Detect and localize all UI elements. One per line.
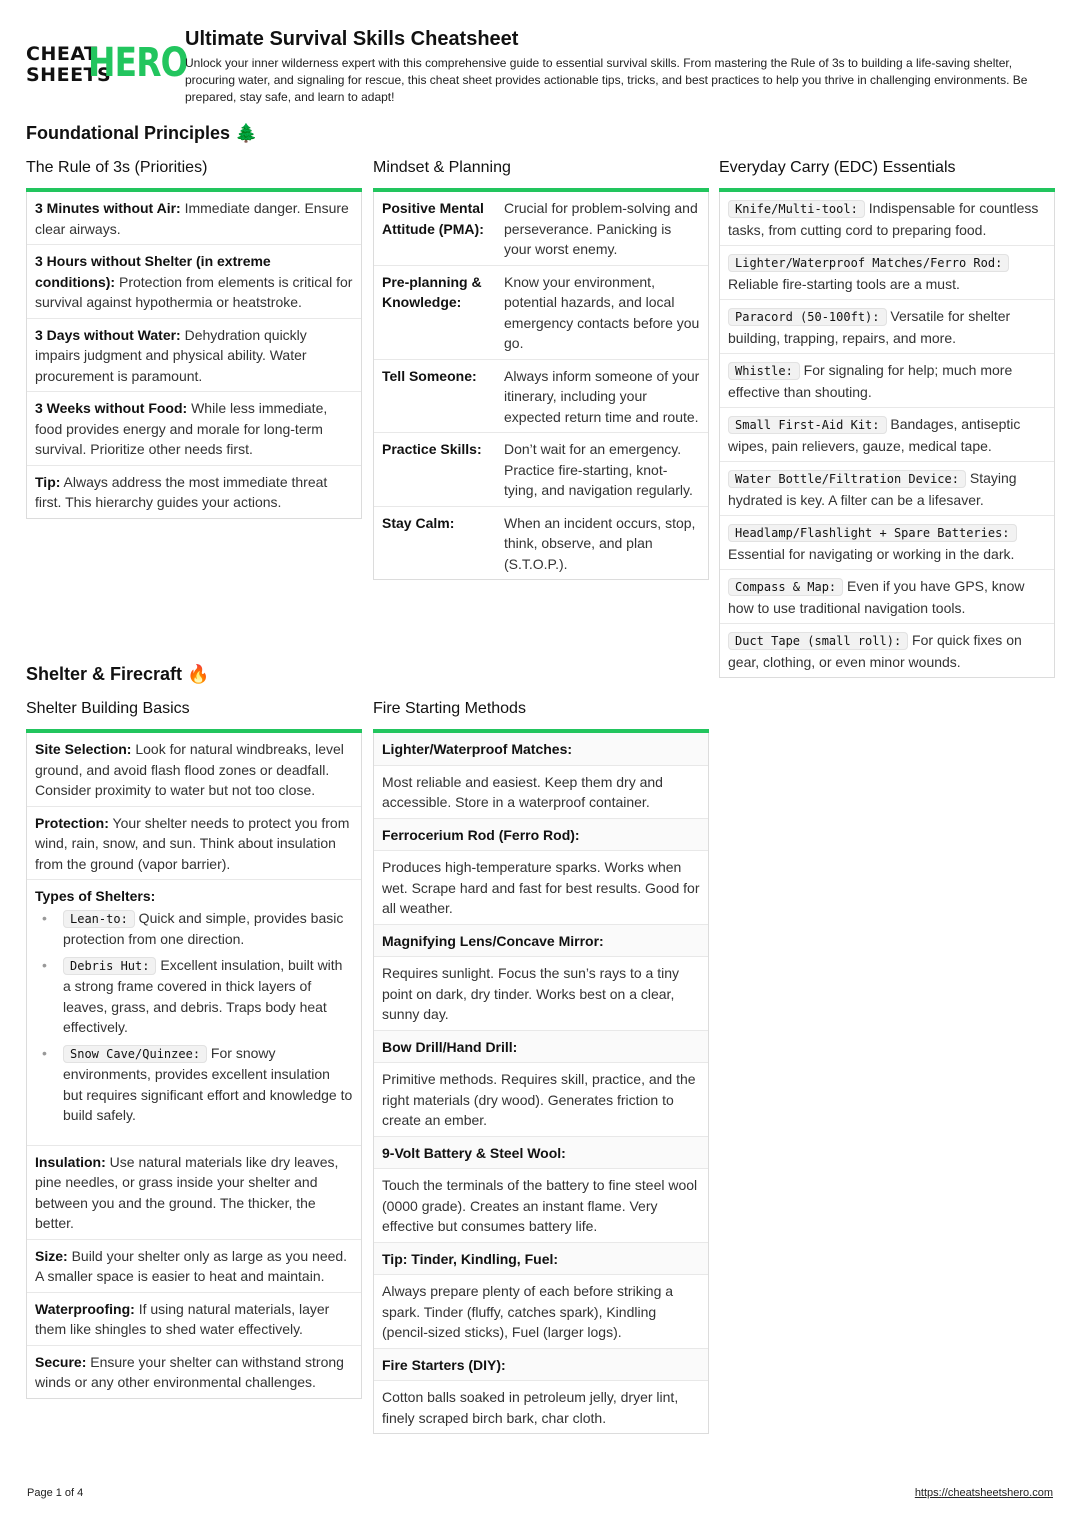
table-cell-value: Know your environment, potential hazards, and local emergency contacts before you go. — [504, 273, 700, 351]
table-cell-value: Don’t wait for an emergency. Practice fire-starting, knot-tying, and navigation regularly. — [504, 441, 693, 498]
table-cell-key: Tell Someone: — [382, 367, 477, 384]
item-text: Versatile for shelter building, trapping, repairs, and more. — [728, 308, 1011, 346]
item-code: Compass & Map: — [728, 578, 843, 596]
fire-method-heading: Fire Starters (DIY): — [374, 1348, 708, 1381]
item-code: Debris Hut: — [63, 957, 156, 975]
item-code: Whistle: — [728, 362, 800, 380]
page-header — [26, 28, 1056, 108]
item-text: Excellent insulation, built with a strong frame covered in thick layers of leaves, grass, and debris. Traps body heat effectively. — [63, 956, 343, 1035]
list-item — [720, 623, 1054, 677]
item-text: Always address the most immediate threat first. This hierarchy guides your actions. — [35, 473, 328, 510]
list-item — [720, 515, 1054, 569]
list-item — [63, 1043, 353, 1126]
section-title-foundational: Foundational Principles 🌲 — [26, 123, 258, 143]
item-text: For snowy environments, provides excellent insulation but requires significant effort and knowledge to build safely. — [63, 1044, 353, 1123]
fire-method-heading: Magnifying Lens/Concave Mirror: — [374, 924, 708, 957]
card-title-edc: Everyday Carry (EDC) Essentials — [719, 159, 956, 176]
item-code: Snow Cave/Quinzee: — [63, 1045, 207, 1063]
item-text: For signaling for help; much more effective than shouting. — [728, 362, 1013, 400]
list-item — [720, 299, 1054, 353]
table-row — [374, 432, 708, 506]
list-item — [27, 192, 361, 244]
card-title-mindset: Mindset & Planning — [373, 159, 511, 176]
list-item — [720, 245, 1054, 299]
table-cell-key: Pre-planning & Knowledge: — [382, 273, 482, 310]
list-item — [720, 192, 1054, 245]
list-item: Secure: Ensure your shelter can withstand strong winds or any other environmental challenges. — [27, 1345, 361, 1398]
list-item: Size: Build your shelter only as large as you need. A smaller space is easier to heat and maintain. — [27, 1239, 361, 1292]
fire-method-heading: 9-Volt Battery & Steel Wool: — [374, 1136, 708, 1169]
item-text: While less immediate, food provides energy and morale for long-term survival. Prioritize other needs first. — [35, 400, 328, 457]
item-key: 3 Weeks without Food: — [35, 400, 188, 416]
section-title-shelter: Shelter & Firecraft 🔥 — [26, 664, 210, 684]
card-rule-of-3s — [26, 192, 362, 519]
item-code: Duct Tape (small roll): — [728, 632, 908, 650]
list-item: Protection: Your shelter needs to protect you from wind, rain, snow, and sun. Think about insulation from the ground (vapor barrier). — [27, 806, 361, 880]
card-title-rule-of-3s: The Rule of 3s (Priorities) — [26, 159, 208, 176]
page-title: Ultimate Survival Skills Cheatsheet — [185, 28, 519, 50]
table-cell-key: Stay Calm: — [382, 514, 455, 531]
cheatsheetshero-logo[interactable] — [26, 40, 188, 88]
item-key: 3 Minutes without Air: — [35, 200, 181, 216]
item-code: Lean-to: — [63, 910, 135, 928]
table-row — [374, 265, 708, 359]
page-intro: Unlock your inner wilderness expert with this comprehensive guide to essential survival skills. From mastering the Rule of 3s to building a life-saving shelter, procuring water, and signaling for rescue, this cheat sheet provides actionable tips, tricks, and best practices to help you thrive in challenging environments. Be prepared, stay safe, and learn to adapt! — [185, 56, 1028, 104]
list-item — [720, 461, 1054, 515]
fire-method-heading: Tip: Tinder, Kindling, Fuel: — [374, 1242, 708, 1275]
item-code: Lighter/Waterproof Matches/Ferro Rod: — [728, 254, 1009, 272]
list-item — [27, 244, 361, 318]
logo-hero-text: HERO — [88, 40, 188, 86]
fire-method-body: Produces high-temperature sparks. Works when wet. Scrape hard and fast for best results. Good for all weather. — [374, 850, 708, 924]
list-item — [720, 569, 1054, 623]
list-item — [63, 908, 353, 950]
item-key: Tip: — [35, 473, 61, 490]
item-text: Quick and simple, provides basic protection from one direction. — [63, 909, 344, 947]
table-cell-key: Positive Mental Attitude (PMA): — [382, 200, 484, 237]
table-cell-value: When an incident occurs, stop, think, observe, and plan (S.T.O.P.). — [504, 514, 696, 572]
fire-method-body: Cotton balls soaked in petroleum jelly, dryer lint, finely scraped birch bark, char cloth. — [374, 1380, 708, 1433]
fire-method-body: Requires sunlight. Focus the sun’s rays to a tiny point on dark, dry tinder. Works best on a clear, sunny day. — [374, 956, 708, 1030]
card-edc — [719, 192, 1055, 678]
site-link[interactable]: https://cheatsheetshero.com — [914, 1487, 1053, 1499]
item-key: 3 Hours without Shelter (in extreme conditions): — [35, 253, 271, 290]
card-shelter-basics — [26, 733, 362, 1399]
list-item: Site Selection: Look for natural windbreaks, level ground, and avoid flash flood zones or deadfall. Consider proximity to water but not too close. — [35, 741, 344, 798]
table-row — [374, 506, 708, 580]
fire-method-body: Primitive methods. Requires skill, practice, and the right materials (dry wood). Generates friction to create an ember. — [374, 1062, 708, 1136]
fire-method-heading: Lighter/Waterproof Matches: — [374, 733, 708, 765]
item-text: Indispensable for countless tasks, from cutting cord to preparing food. — [728, 200, 1039, 238]
fire-method-body: Always prepare plenty of each before striking a spark. Tinder (fluffy, catches spark), Kindling (pencil-sized sticks), Fuel (larger logs). — [374, 1274, 708, 1348]
list-item — [720, 353, 1054, 407]
list-item: Types of Shelters: • Lean-to: Quick and simple, provides basic protection from one direction. • Debris Hut: Excellent insulation, built with a strong frame covered in thick layers of leaves, grass, and debris. Traps body heat effectively. • Snow Cave/Quinzee: For snowy environments, provides excellent insulation but requires significant effort and knowledge to build safely. — [27, 879, 361, 1145]
table-row — [374, 359, 708, 433]
item-text: Even if you have GPS, know how to use traditional navigation tools. — [728, 578, 1025, 616]
item-code: Paracord (50-100ft): — [728, 308, 887, 326]
list-item — [27, 465, 361, 518]
item-key: 3 Days without Water: — [35, 326, 181, 343]
list-item: Insulation: Use natural materials like dry leaves, pine needles, or grass inside your shelter and between you and the ground. The thicker, the better. — [27, 1145, 361, 1239]
list-item — [27, 318, 361, 392]
list-item: Waterproofing: If using natural materials, layer them like shingles to shed water effectively. — [27, 1292, 361, 1345]
shelter-types-list — [35, 908, 353, 1126]
item-text: Immediate danger. Ensure clear airways. — [35, 200, 349, 237]
item-text: Reliable fire-starting tools are a must. — [728, 275, 960, 292]
item-text: Staying hydrated is key. A filter can be a lifesaver. — [728, 470, 1017, 508]
table-cell-value: Crucial for problem-solving and perseverance. Panicking is your worst enemy. — [504, 200, 698, 257]
item-text: Bandages, antiseptic wipes, pain relievers, gauze, medical tape. — [728, 416, 1021, 454]
table-cell-value: Always inform someone of your itinerary, including your expected return time and route. — [504, 367, 700, 425]
list-item — [720, 407, 1054, 461]
logo-text: CHEAT SHEETS — [26, 43, 112, 86]
fire-method-heading: Bow Drill/Hand Drill: — [374, 1030, 708, 1063]
item-code: Knife/Multi-tool: — [728, 200, 865, 218]
card-title-fire: Fire Starting Methods — [373, 700, 526, 717]
fire-method-body: Most reliable and easiest. Keep them dry and accessible. Store in a waterproof container. — [374, 765, 708, 818]
card-mindset — [373, 192, 709, 580]
fire-method-body: Touch the terminals of the battery to fine steel wool (0000 grade). Creates an instant flame. Very effective but consumes battery life. — [374, 1168, 708, 1242]
list-item — [63, 955, 353, 1038]
fire-method-heading: Ferrocerium Rod (Ferro Rod): — [374, 818, 708, 851]
item-code: Small First-Aid Kit: — [728, 416, 887, 434]
item-code: Headlamp/Flashlight + Spare Batteries: — [728, 524, 1017, 542]
card-title-shelter-basics: Shelter Building Basics — [26, 700, 190, 717]
item-text: Dehydration quickly impairs judgment and physical ability. Water procurement is paramount. — [35, 326, 307, 384]
table-row — [374, 192, 708, 265]
page-number: Page 1 of 4 — [27, 1487, 84, 1499]
table-cell-key: Practice Skills: — [382, 441, 482, 457]
item-text: Essential for navigating or working in the dark. — [728, 545, 1015, 562]
card-fire — [373, 733, 709, 1434]
list-item — [27, 391, 361, 465]
item-text: For quick fixes on gear, clothing, or even minor wounds. — [728, 632, 1022, 670]
item-code: Water Bottle/Filtration Device: — [728, 470, 966, 488]
item-text: Protection from elements is critical for survival against hypothermia or heatstroke. — [35, 273, 353, 310]
